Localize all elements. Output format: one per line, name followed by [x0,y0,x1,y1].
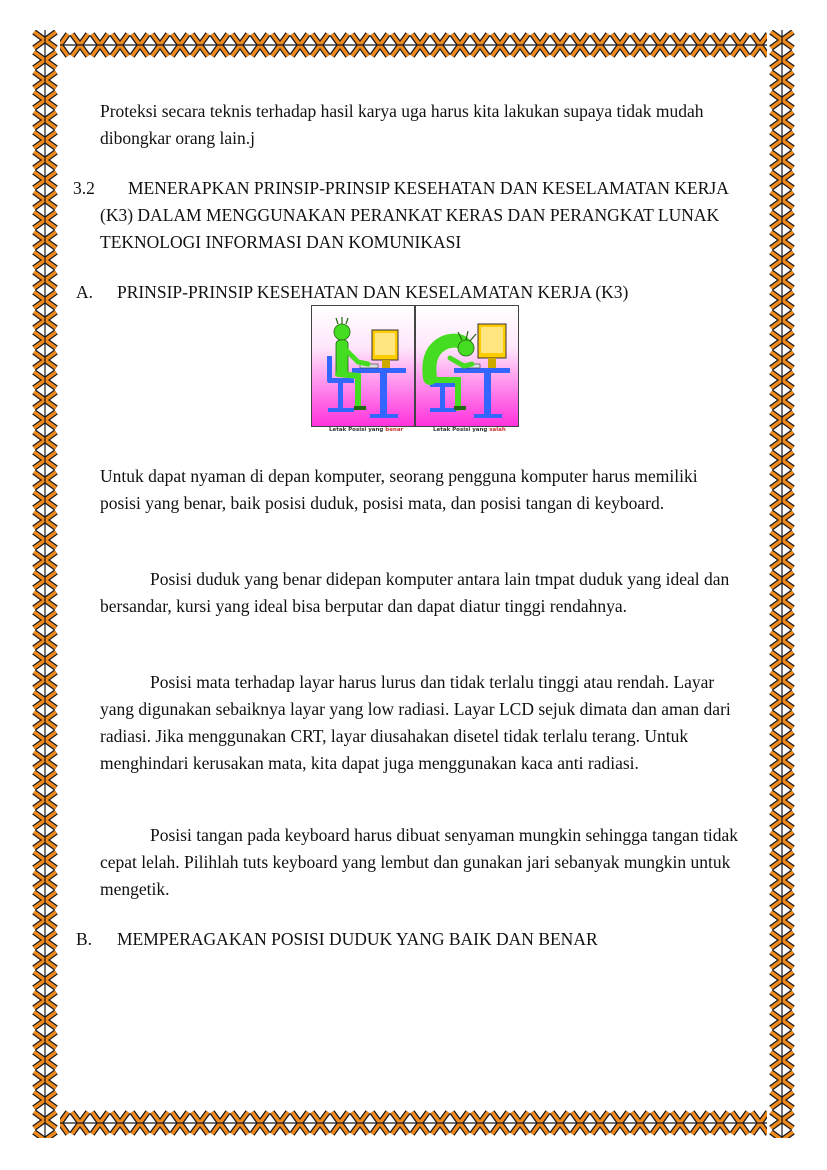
subsection-b-title: MEMPERAGAKAN POSISI DUDUK YANG BAIK DAN BENAR [117,929,598,949]
correct-posture-illustration-icon [312,306,414,426]
sitting-posture-figure [311,305,520,438]
section-title: MENERAPKAN PRINSIP-PRINSIP KESEHATAN DAN KESELAMATAN KERJA (K3) DALAM MENGGUNAKAN PERANKAT KERAS DAN PERANGKAT LUNAK TEKNOLOGI INFORMASI DAN KOMUNIKASI [100,178,728,252]
correct-posture-panel [311,305,415,427]
caption-incorrect-word: salah [489,427,506,433]
paragraph-comfort: Untuk dapat nyaman di depan komputer, seorang pengguna komputer harus memiliki posisi yang benar, baik posisi duduk, posisi mata, dan posisi tangan di keyboard. [100,466,698,513]
intro-paragraph: Proteksi secara teknis terhadap hasil karya uga harus kita lakukan supaya tidak mudah dibongkar orang lain.j [100,101,704,148]
paragraph-sitting-position: Posisi duduk yang benar didepan komputer antara lain tmpat duduk yang ideal dan bersandar, kursi yang ideal bisa berputar dan dapat diatur tinggi rendahnya. [100,569,730,616]
subsection-b-letter: B. [76,929,93,949]
caption-incorrect-prefix: Letak Posisi yang [433,427,490,433]
caption-correct-prefix: Letak Posisi yang [329,427,386,433]
caption-correct [329,427,403,433]
subsection-a-letter: A. [76,282,94,302]
incorrect-posture-illustration-icon [416,306,518,426]
paragraph-eye-position: Posisi mata terhadap layar harus lurus dan tidak terlalu tinggi atau rendah. Layar yang digunakan sebaiknya layar yang low radiasi. Layar LCD sejuk dimata dan aman dari radiasi. Jika menggunakan CRT, layar diusahakan disetel tidak terlalu terang. Untuk menghindari kerusakan mata, kita dapat juga menggunakan kaca anti radiasi. [100,672,731,773]
incorrect-posture-panel [415,305,519,427]
caption-incorrect [433,427,506,433]
section-number: 3.2 [73,178,95,198]
subsection-a-title: PRINSIP-PRINSIP KESEHATAN DAN KESELAMATAN KERJA (K3) [117,282,629,302]
caption-correct-word: benar [385,427,404,433]
paragraph-hand-position: Posisi tangan pada keyboard harus dibuat senyaman mungkin sehingga tangan tidak cepat lelah. Pilihlah tuts keyboard yang lembut dan gunakan jari sebanyak mungkin untuk mengetik. [100,825,739,899]
